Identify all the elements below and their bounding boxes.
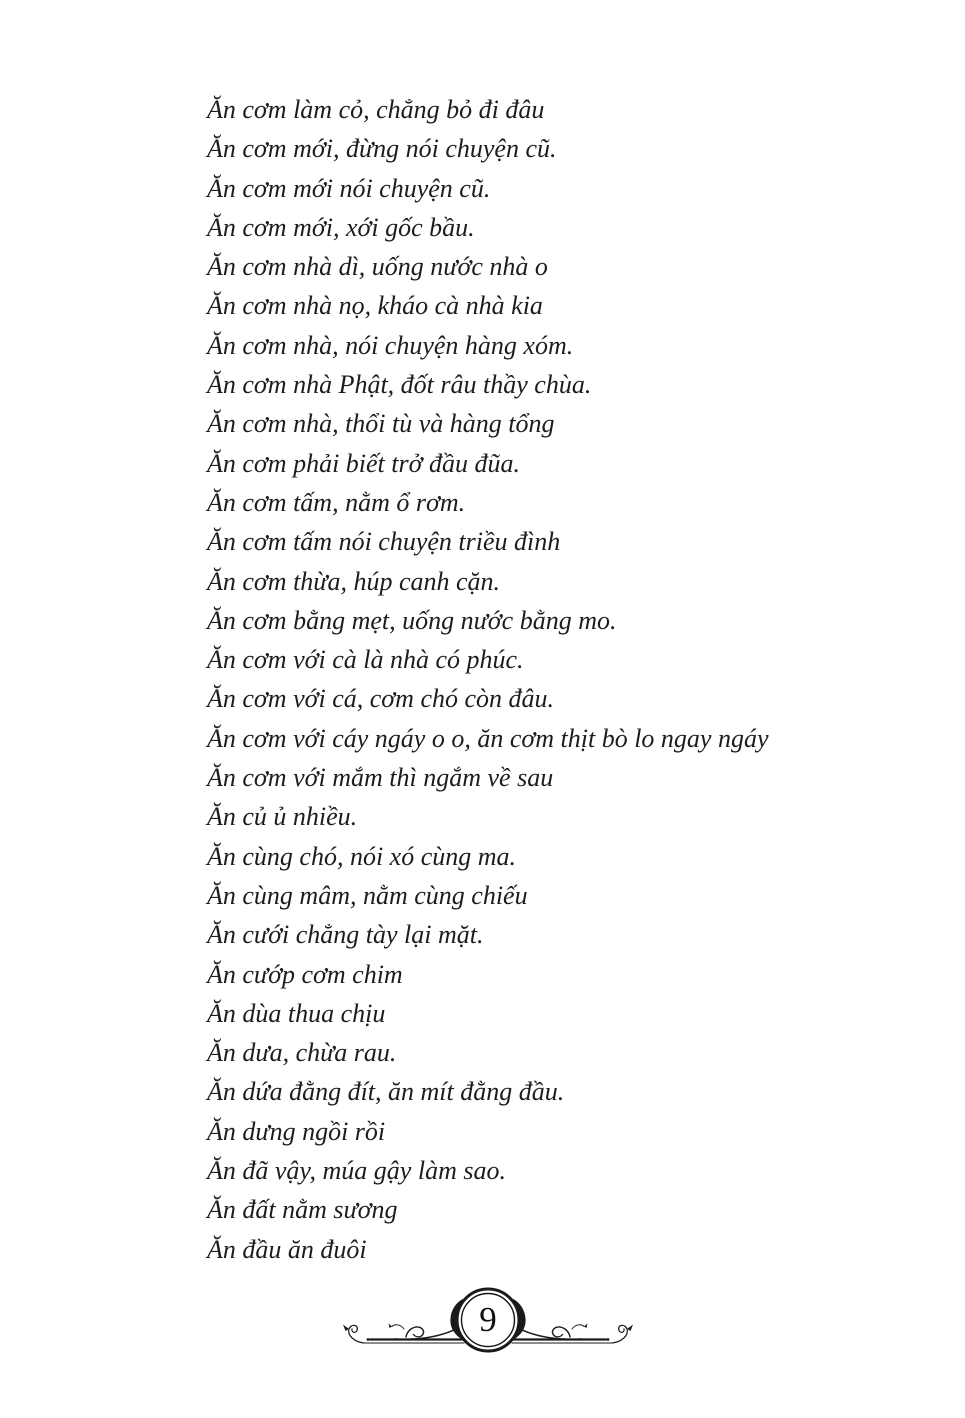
proverb-line: Ăn cơm nhà nọ, kháo cà nhà kia [207, 291, 543, 321]
proverb-line: Ăn cưới chẳng tày lại mặt. [207, 920, 484, 950]
proverb-line: Ăn cùng mâm, nằm cùng chiếu [207, 880, 528, 910]
proverb-line: Ăn cơm mới, đừng nói chuyện cũ. [207, 134, 557, 164]
proverb-line: Ăn cơm nhà, nói chuyện hàng xóm. [207, 330, 574, 360]
proverb-line: Ăn cơm làm cỏ, chẳng bỏ đi đâu [207, 95, 545, 124]
proverb-line: Ăn cơm với cà là nhà có phúc. [207, 645, 524, 675]
proverb-line: Ăn cơm mới nói chuyện cũ. [207, 173, 491, 203]
proverb-line: Ăn dứa đằng đít, ăn mít đằng đầu. [207, 1077, 565, 1107]
proverb-line: Ăn cơm phải biết trở đầu đũa. [207, 448, 521, 478]
proverb-line: Ăn cơm với cáy ngáy o o, ăn cơm thịt bò lo ngay ngáy [207, 723, 769, 753]
proverb-line: Ăn cơm tấm, nằm ổ rơm. [207, 487, 466, 517]
proverb-line: Ăn cơm với cá, cơm chó còn đâu. [207, 684, 555, 714]
proverb-list [207, 90, 927, 1269]
proverb-line: Ăn cơm mới, xới gốc bầu. [207, 212, 475, 242]
proverb-line: Ăn dưa, chừa rau. [207, 1038, 397, 1068]
proverb-line: Ăn đất nằm sương [207, 1195, 398, 1225]
page-number: 9 [479, 1300, 497, 1339]
proverb-line: Ăn đã vậy, múa gậy làm sao. [207, 1156, 506, 1186]
proverb-line: Ăn dùa thua chịu [207, 998, 386, 1028]
proverb-line: Ăn cơm nhà, thổi tù và hàng tổng [207, 409, 555, 439]
proverb-line: Ăn cơm nhà dì, uống nước nhà o [207, 252, 548, 282]
proverb-line: Ăn dưng ngồi rồi [207, 1116, 386, 1146]
page-footer [340, 1278, 636, 1362]
proverb-line: Ăn cùng chó, nói xó cùng ma. [207, 841, 517, 871]
proverb-line: Ăn cướp cơm chim [207, 959, 403, 989]
proverb-line: Ăn cơm với mắm thì ngắm về sau [207, 763, 554, 793]
proverb-line: Ăn đầu ăn đuôi [207, 1234, 367, 1264]
proverb-line: Ăn cơm tấm nói chuyện triều đình [207, 527, 561, 557]
proverb-line: Ăn cơm bằng mẹt, uống nước bằng mo. [207, 605, 617, 635]
proverb-line: Ăn cơm thừa, húp canh cặn. [207, 566, 501, 596]
proverb-line: Ăn củ ủ nhiều. [207, 802, 358, 832]
proverb-line: Ăn cơm nhà Phật, đốt râu thầy chùa. [207, 370, 592, 400]
